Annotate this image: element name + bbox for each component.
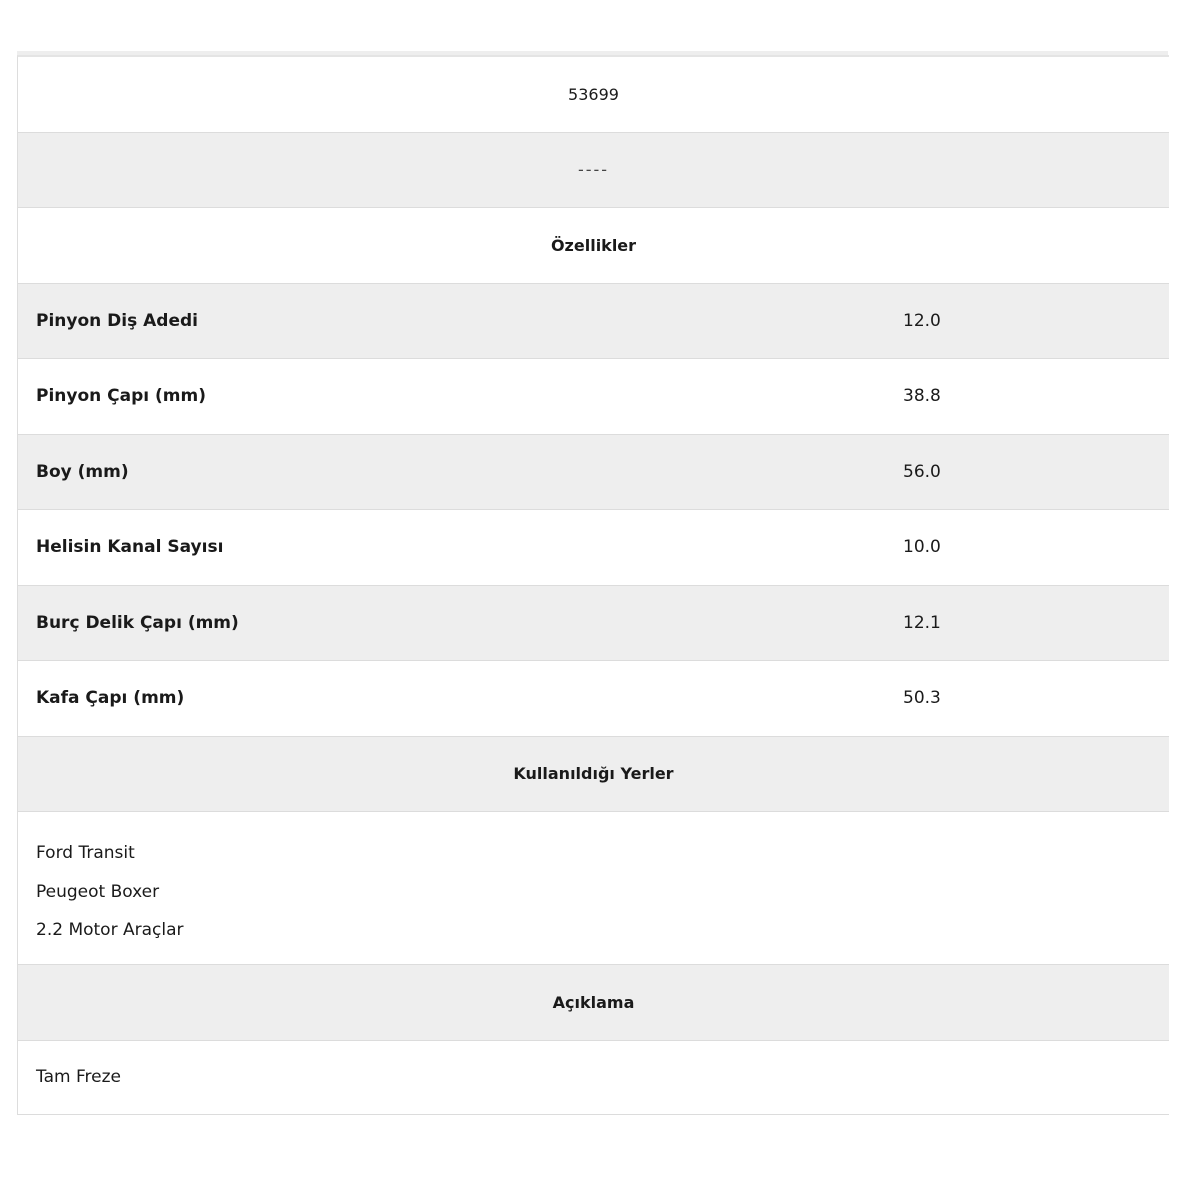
spec-label: Pinyon Diş Adedi [36, 310, 198, 331]
spec-label: Pinyon Çapı (mm) [36, 386, 206, 407]
usage-title: Kullanıldığı Yerler [513, 764, 674, 784]
description-header-row [18, 965, 1169, 1041]
list-item: Peugeot Boxer [36, 881, 160, 902]
list-item: 2.2 Motor Araçlar [36, 920, 184, 940]
features-header-row [18, 208, 1169, 284]
spec-value: 12.1 [903, 612, 941, 633]
dash-placeholder: ---- [577, 160, 610, 180]
spec-value: 38.8 [903, 386, 941, 407]
usage-list [18, 812, 1169, 965]
features-title: Özellikler [550, 235, 637, 255]
usage-header-row [18, 737, 1169, 813]
description-row [18, 1041, 1169, 1115]
spec-value: 10.0 [903, 537, 941, 558]
spec-label: Burç Delik Çapı (mm) [36, 612, 239, 633]
product-code-row [18, 57, 1169, 133]
spec-value: 50.3 [903, 688, 941, 709]
list-item: Ford Transit [36, 843, 135, 863]
spec-row [18, 359, 1169, 435]
spec-row [18, 661, 1169, 737]
spec-row [18, 284, 1169, 360]
spec-value: 12.0 [903, 310, 941, 331]
product-code: 53699 [568, 84, 619, 104]
description-title: Açıklama [552, 992, 635, 1012]
spec-table [17, 55, 1169, 1115]
spec-label: Helisin Kanal Sayısı [36, 537, 224, 558]
spec-value: 56.0 [903, 461, 941, 482]
spec-row [18, 435, 1169, 511]
spec-label: Kafa Çapı (mm) [36, 688, 185, 709]
spec-label: Boy (mm) [36, 461, 129, 482]
spec-row [18, 586, 1169, 662]
description-text: Tam Freze [36, 1067, 121, 1087]
dash-row [18, 133, 1169, 209]
spec-row [18, 510, 1169, 586]
